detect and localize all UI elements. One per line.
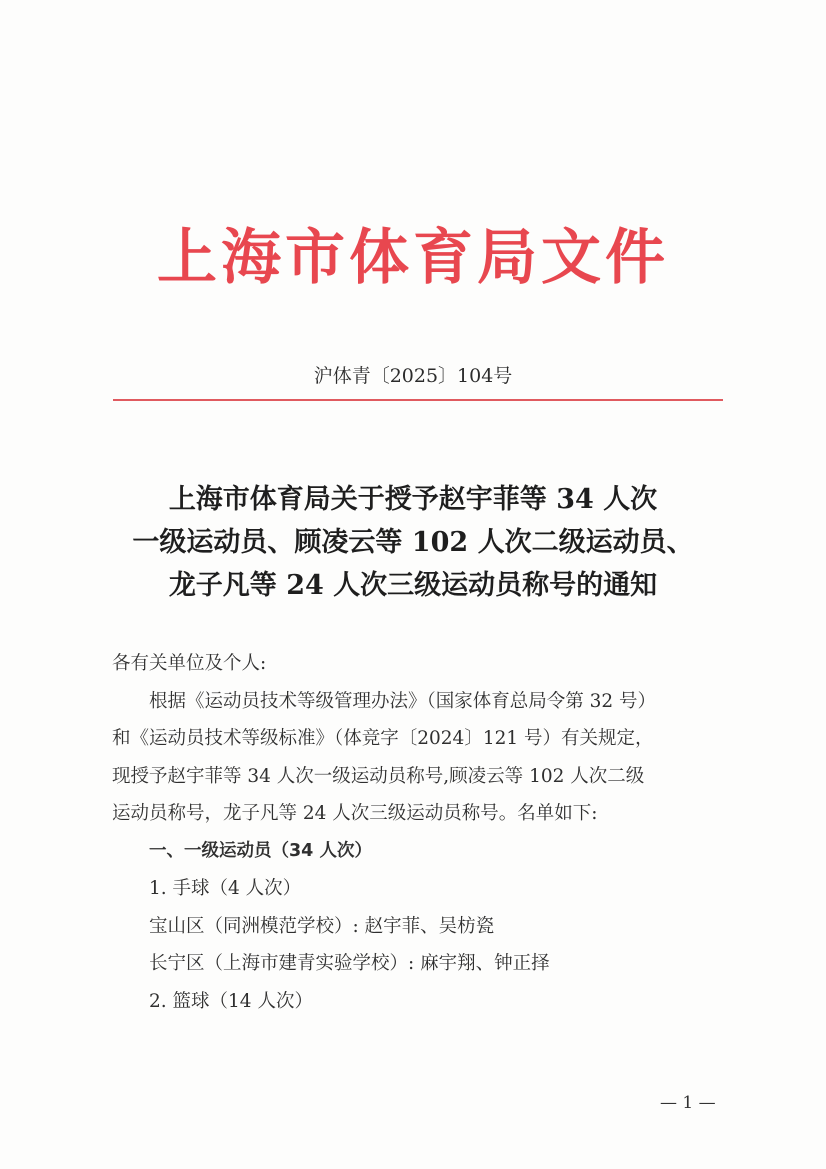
title-line-3: 龙子凡等 24 人次三级运动员称号的通知 [168,570,658,601]
document-number: 沪体青〔2025〕104号 [313,365,513,387]
list-item-handball: 1. 手球（4 人次） [149,878,302,899]
salutation: 各有关单位及个人: [112,653,267,674]
list-item-basketball: 2. 篮球（14 人次） [149,990,313,1012]
document-masthead: 上海市体育局文件 [157,223,669,293]
notice-body [112,645,722,1020]
list-entry: 宝山区（同洲模范学校）: 赵宇菲、吴枋瓷 [149,915,495,937]
page-number: — 1 — [660,1093,716,1113]
section-heading: 一、一级运动员（34 人次） [149,840,372,861]
list-entry: 长宁区（上海市建青实验学校）: 麻宇翔、钟正择 [149,953,550,974]
red-divider [113,399,723,401]
notice-title [0,478,826,607]
paragraph-line: 运动员称号，龙子凡等 24 人次三级运动员称号。名单如下: [112,803,598,824]
paragraph-line: 和《运动员技术等级标准》（体竞字〔2024〕121 号）有关规定， [112,728,654,749]
title-line-1: 上海市体育局关于授予赵宇菲等 34 人次 [168,484,658,515]
title-line-2: 一级运动员、顾凌云等 102 人次二级运动员、 [132,527,694,558]
paragraph-line: 现授予赵宇菲等 34 人次一级运动员称号,顾凌云等 102 人次二级 [112,765,645,787]
paragraph-line: 根据《运动员技术等级管理办法》（国家体育总局令第 32 号） [149,690,657,712]
